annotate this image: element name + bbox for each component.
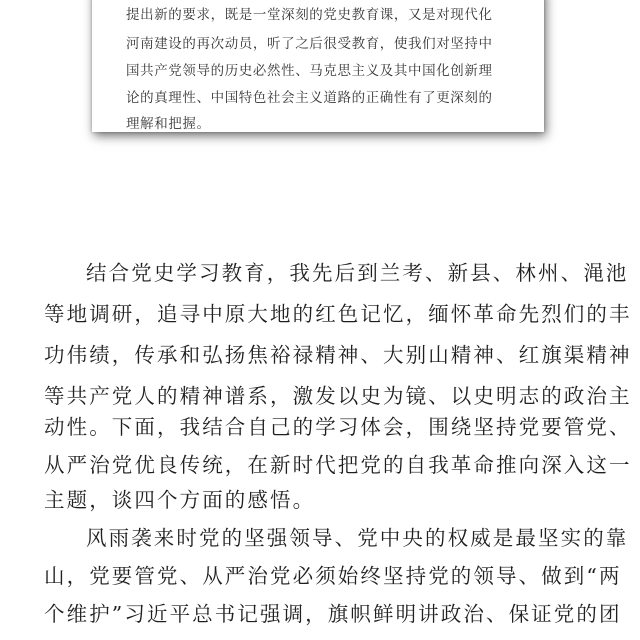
- quote-line: 理解和把握。: [126, 116, 211, 132]
- paragraph-line: 结合党史学习教育，我先后到兰考、新县、林州、渑池: [86, 261, 629, 285]
- paragraph-line: 个维护”习近平总书记强调，旗帜鲜明讲政治、保证党的团: [44, 602, 622, 626]
- quote-line: 提出新的要求，既是一堂深刻的党史教育课，又是对现代化: [126, 7, 493, 23]
- paragraph-line: 等共产党人的精神谱系，激发以史为镜、以史明志的政治主: [44, 384, 632, 408]
- paragraph-line: 风雨袭来时党的坚强领导、党中央的权威是最坚实的靠: [86, 526, 629, 550]
- quote-line: 河南建设的再次动员，听了之后很受教育，使我们对坚持中: [126, 36, 493, 52]
- paragraph-line: 主题，谈四个方面的感悟。: [44, 488, 316, 512]
- quote-line: 国共产党领导的历史必然性、马克思主义及其中国化创新理: [126, 63, 493, 79]
- paragraph-line: 从严治党优良传统，在新时代把党的自我革命推向深入这一: [44, 453, 632, 477]
- paragraph-line: 等地调研，追寻中原大地的红色记忆，缅怀革命先烈们的丰: [44, 302, 632, 326]
- paragraph-line: 动性。下面，我结合自己的学习体会，围绕坚持党要管党、: [44, 415, 632, 439]
- paragraph-line: 山，党要管党、从严治党必须始终坚持党的领导、做到“两: [44, 564, 622, 588]
- paragraph-line: 功伟绩，传承和弘扬焦裕禄精神、大别山精神、红旗渠精神: [44, 343, 632, 367]
- quote-line: 论的真理性、中国特色社会主义道路的正确性有了更深刻的: [126, 90, 493, 106]
